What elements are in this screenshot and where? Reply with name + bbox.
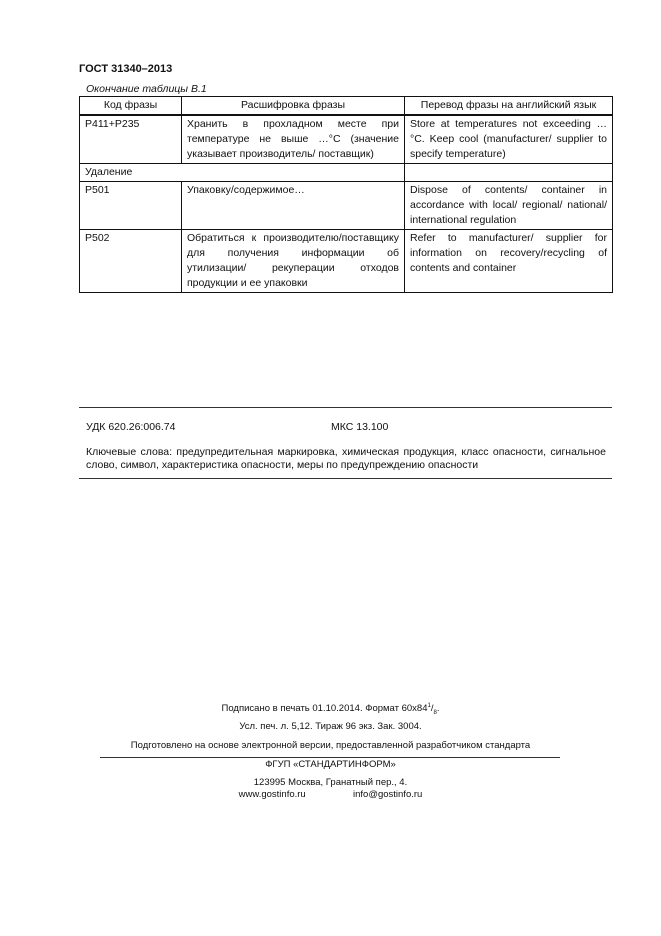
phrase-code: P501 bbox=[80, 182, 182, 230]
udk-code: УДК 620.26:006.74 bbox=[86, 421, 176, 433]
table-row bbox=[80, 182, 613, 230]
format-numerator: 1 bbox=[427, 703, 431, 709]
imprint-address: 123995 Москва, Гранатный пер., 4. bbox=[253, 777, 408, 788]
divider-top bbox=[79, 407, 612, 408]
divider-bottom bbox=[79, 478, 612, 479]
imprint-print-info: Усл. печ. л. 5,12. Тираж 96 экз. Зак. 3004. bbox=[239, 721, 422, 732]
phrase-decoding: Обратиться к производителю/поставщику для получения информации об утилизации/ рекуперации отходов продукции и ее упаковки bbox=[182, 230, 405, 293]
phrase-code: P502 bbox=[80, 230, 182, 293]
phrase-decoding: Упаковку/содержимое… bbox=[182, 182, 405, 230]
imprint-divider bbox=[100, 757, 560, 758]
website-link[interactable]: www.gostinfo.ru bbox=[238, 789, 306, 800]
imprint-contacts bbox=[0, 789, 661, 800]
phrase-decoding: Хранить в прохладном месте при температуре не выше …°С (значение указывает производитель/ поставщик) bbox=[182, 115, 405, 164]
email-link[interactable]: info@gostinfo.ru bbox=[353, 789, 423, 800]
imprint-publisher: ФГУП «СТАНДАРТИНФОРМ» bbox=[265, 759, 396, 770]
phrase-translation: Dispose of contents/ container in accordance with local/ regional/ national/ international regulation bbox=[405, 182, 613, 230]
imprint-prepared: Подготовлено на основе электронной версии, предоставленной разработчиком стандарта bbox=[130, 740, 531, 751]
column-header-code: Код фразы bbox=[80, 97, 182, 116]
table-row bbox=[80, 115, 613, 164]
section-label: Удаление bbox=[80, 164, 405, 182]
phrases-table bbox=[79, 96, 613, 293]
column-header-translation: Перевод фразы на английский язык bbox=[405, 97, 613, 116]
keywords: Ключевые слова: предупредительная маркировка, химическая продукция, класс опасности, сигнальное слово, символ, характеристика опасности, меры по предупреждению опасности bbox=[86, 446, 606, 471]
table-caption: Окончание таблицы В.1 bbox=[86, 83, 207, 95]
mks-code: МКС 13.100 bbox=[331, 421, 389, 433]
section-empty-cell bbox=[405, 164, 613, 182]
phrase-translation: Refer to manufacturer/ supplier for information on recovery/recycling of contents and container bbox=[405, 230, 613, 293]
imprint-signed-text: Подписано в печать 01.10.2014. Формат 60х84 bbox=[221, 703, 428, 715]
imprint-signed: Подписано в печать 01.10.2014. Формат $60х84^1/_8$. bbox=[221, 703, 440, 717]
table-section-row bbox=[80, 164, 613, 182]
table-header-row bbox=[80, 97, 613, 116]
standard-code: ГОСТ 31340–2013 bbox=[79, 63, 173, 75]
format-denominator: 8 bbox=[433, 710, 437, 717]
column-header-decoding: Расшифровка фразы bbox=[182, 97, 405, 116]
phrase-translation: Store at temperatures not exceeding … °C. Keep cool (manufacturer/ supplier to specify temperature) bbox=[405, 115, 613, 164]
phrase-code: P411+P235 bbox=[80, 115, 182, 164]
table-row bbox=[80, 230, 613, 293]
